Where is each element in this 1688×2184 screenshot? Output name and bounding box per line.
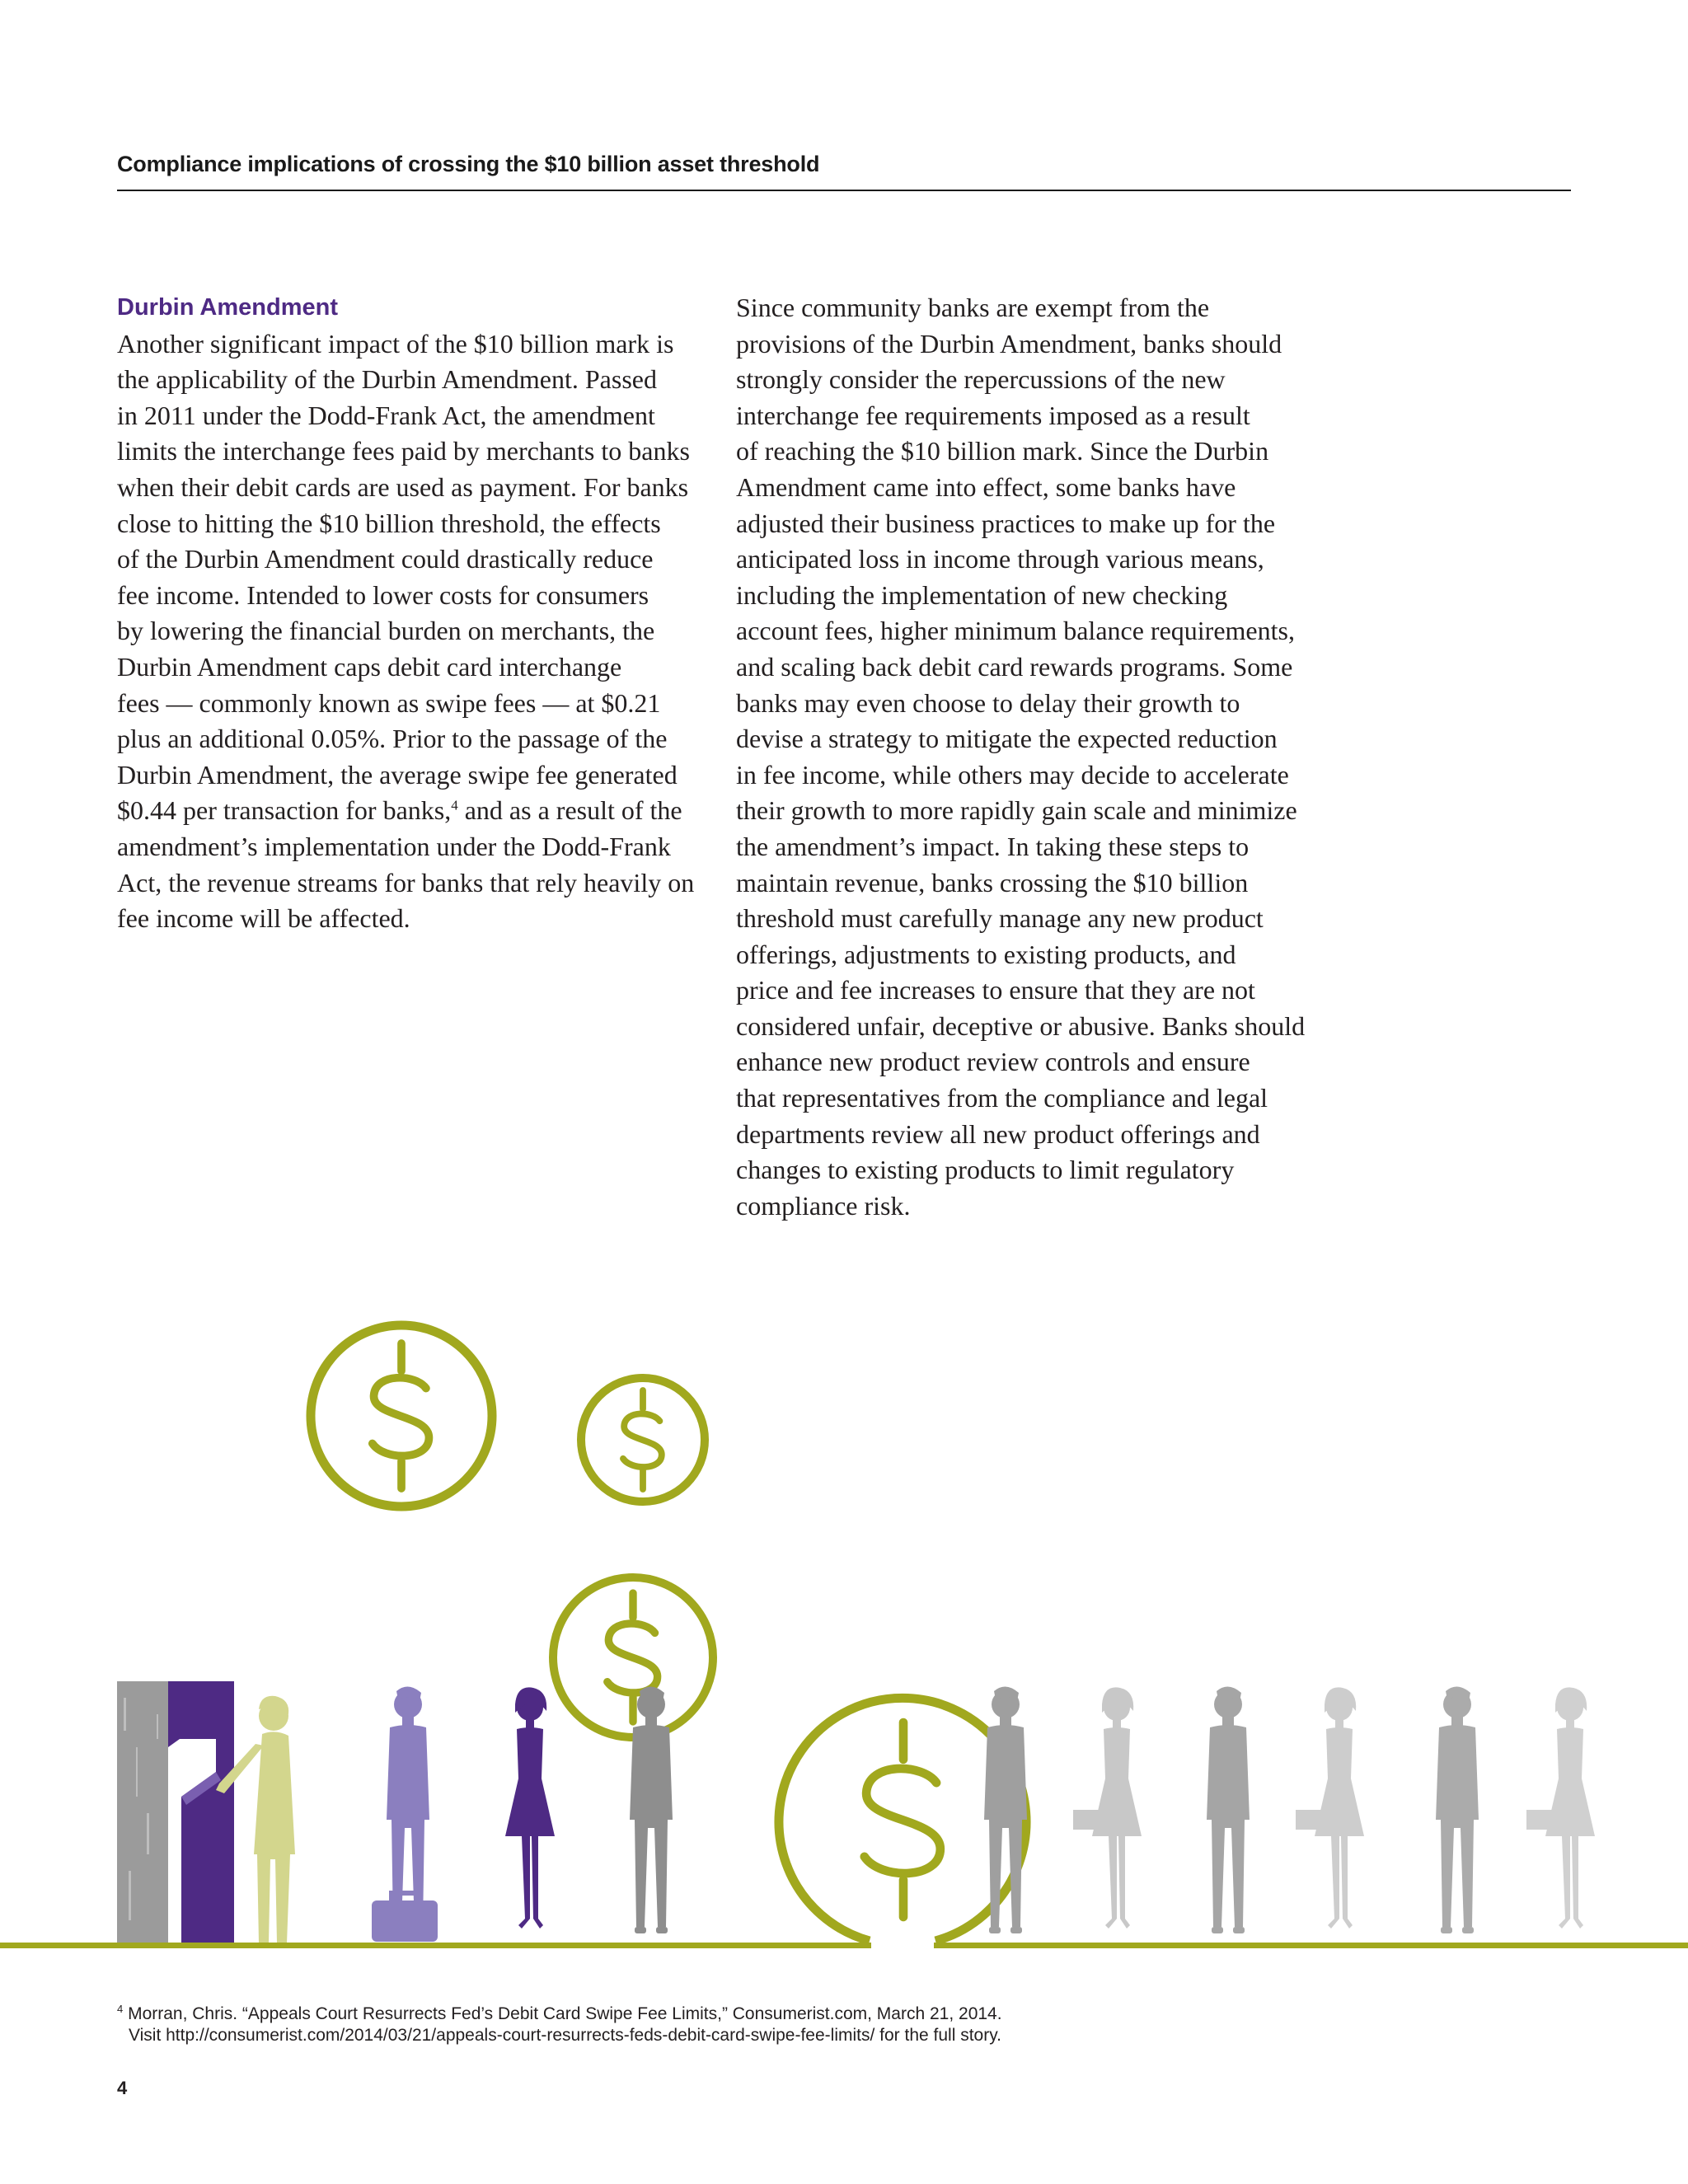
dollar-coin-icon <box>311 1325 492 1507</box>
queue-illustration <box>0 1302 1688 1961</box>
person-silhouette-icon <box>1296 1687 1364 1929</box>
section-heading: Durbin Amendment <box>117 294 338 321</box>
text-line: including the implementation of new checking <box>736 579 1228 610</box>
footnote <box>117 2004 1518 2046</box>
footnote-marker[interactable]: 4 <box>451 797 458 813</box>
atm-icon <box>117 1681 234 1943</box>
text-line: maintain revenue, banks crossing the $10 billion <box>736 867 1249 898</box>
page-number: 4 <box>117 2078 128 2098</box>
dollar-coin-icon <box>553 1577 713 1737</box>
person-silhouette-icon <box>505 1687 555 1929</box>
text-line: anticipated loss in income through various means, <box>736 544 1264 574</box>
text-line: price and fee increases to ensure that they are not <box>736 975 1255 1005</box>
text-line: Another significant impact of the $10 billion mark is <box>117 328 674 359</box>
text-line: and scaling back debit card rewards programs. Some <box>736 651 1293 682</box>
text-line: Amendment came into effect, some banks have <box>736 471 1236 502</box>
person-silhouette-icon <box>1436 1686 1479 1933</box>
running-header: Compliance implications of crossing the $10 billion asset threshold <box>117 152 820 176</box>
person-silhouette-icon <box>1207 1686 1250 1933</box>
text-line: interchange fee requirements imposed as a result <box>736 400 1250 430</box>
text-line: of reaching the $10 billion mark. Since the Durbin <box>736 436 1269 466</box>
text-line: offerings, adjustments to existing products, and <box>736 939 1236 969</box>
text-line: devise a strategy to mitigate the expected reduction <box>736 724 1278 754</box>
text-line: considered unfair, deceptive or abusive. Banks should <box>736 1010 1306 1041</box>
footnote-number: 4 <box>117 2003 124 2015</box>
text-line: compliance risk. <box>736 1190 911 1221</box>
text-line: Act, the revenue streams for banks that rely heavily on <box>117 867 695 898</box>
text-line: fee income will be affected. <box>117 903 410 934</box>
header-rule <box>117 190 1571 191</box>
footnote-line <box>117 2004 1518 2025</box>
dollar-coin-icon <box>581 1378 705 1502</box>
text-line: Durbin Amendment, the average swipe fee generated <box>117 759 678 790</box>
text-line: in 2011 under the Dodd-Frank Act, the amendment <box>117 400 655 430</box>
text-line: account fees, higher minimum balance requirements, <box>736 616 1295 646</box>
text-line: amendment’s implementation under the Dodd-Frank <box>117 831 671 861</box>
text-line: Durbin Amendment caps debit card interchange <box>117 651 622 682</box>
left-column <box>117 290 719 937</box>
person-silhouette-icon <box>1526 1687 1595 1929</box>
text-line: threshold must carefully manage any new product <box>736 903 1264 934</box>
text-line: strongly consider the repercussions of the new <box>736 364 1226 395</box>
text-line: enhance new product review controls and ensure <box>736 1047 1250 1077</box>
left-paragraph <box>117 326 719 937</box>
text-line: changes to existing products to limit regulatory <box>736 1155 1235 1185</box>
ground-line <box>0 1943 1688 1948</box>
text-line-with-footnote <box>117 793 719 829</box>
text-line: in fee income, while others may decide to accelerate <box>736 759 1289 790</box>
text-line: by lowering the financial burden on merchants, the <box>117 616 655 646</box>
text-fragment: $0.44 per transaction for banks, <box>117 795 452 826</box>
footnote-link-line[interactable]: Visit http://consumerist.com/2014/03/21/appeals-court-resurrects-feds-debit-card-swipe-fee-limits/ for the full story. <box>129 2026 1001 2045</box>
text-line: their growth to more rapidly gain scale and minimize <box>736 795 1297 826</box>
right-paragraph <box>736 290 1338 1224</box>
text-line: adjusted their business practices to make up for the <box>736 508 1276 538</box>
text-line: that representatives from the compliance and legal <box>736 1083 1268 1113</box>
text-line: plus an additional 0.05%. Prior to the passage of the <box>117 724 668 754</box>
text-line: limits the interchange fees paid by merchants to banks <box>117 436 690 466</box>
text-line: banks may even choose to delay their growth to <box>736 687 1240 718</box>
text-line: departments review all new product offerings and <box>736 1118 1260 1149</box>
person-silhouette-icon <box>372 1686 438 1942</box>
right-column <box>736 290 1338 1224</box>
text-line: provisions of the Durbin Amendment, banks should <box>736 328 1282 359</box>
text-line: fees — commonly known as swipe fees — at $0.21 <box>117 687 661 718</box>
text-line: Since community banks are exempt from the <box>736 293 1210 322</box>
text-line: of the Durbin Amendment could drastically reduce <box>117 544 654 574</box>
text-line: the amendment’s impact. In taking these steps to <box>736 831 1250 861</box>
person-silhouette-icon <box>1073 1687 1142 1929</box>
footnote-citation: Morran, Chris. “Appeals Court Resurrects Fed’s Debit Card Swipe Fee Limits,” Consumerist.com, March 21, 2014. <box>128 2004 1002 2023</box>
text-line: fee income. Intended to lower costs for consumers <box>117 579 649 610</box>
text-fragment: and as a result of the <box>457 795 682 826</box>
text-line: when their debit cards are used as payment. For banks <box>117 471 689 502</box>
text-line: close to hitting the $10 billion threshold, the effects <box>117 508 661 538</box>
text-line: the applicability of the Durbin Amendment. Passed <box>117 364 657 395</box>
